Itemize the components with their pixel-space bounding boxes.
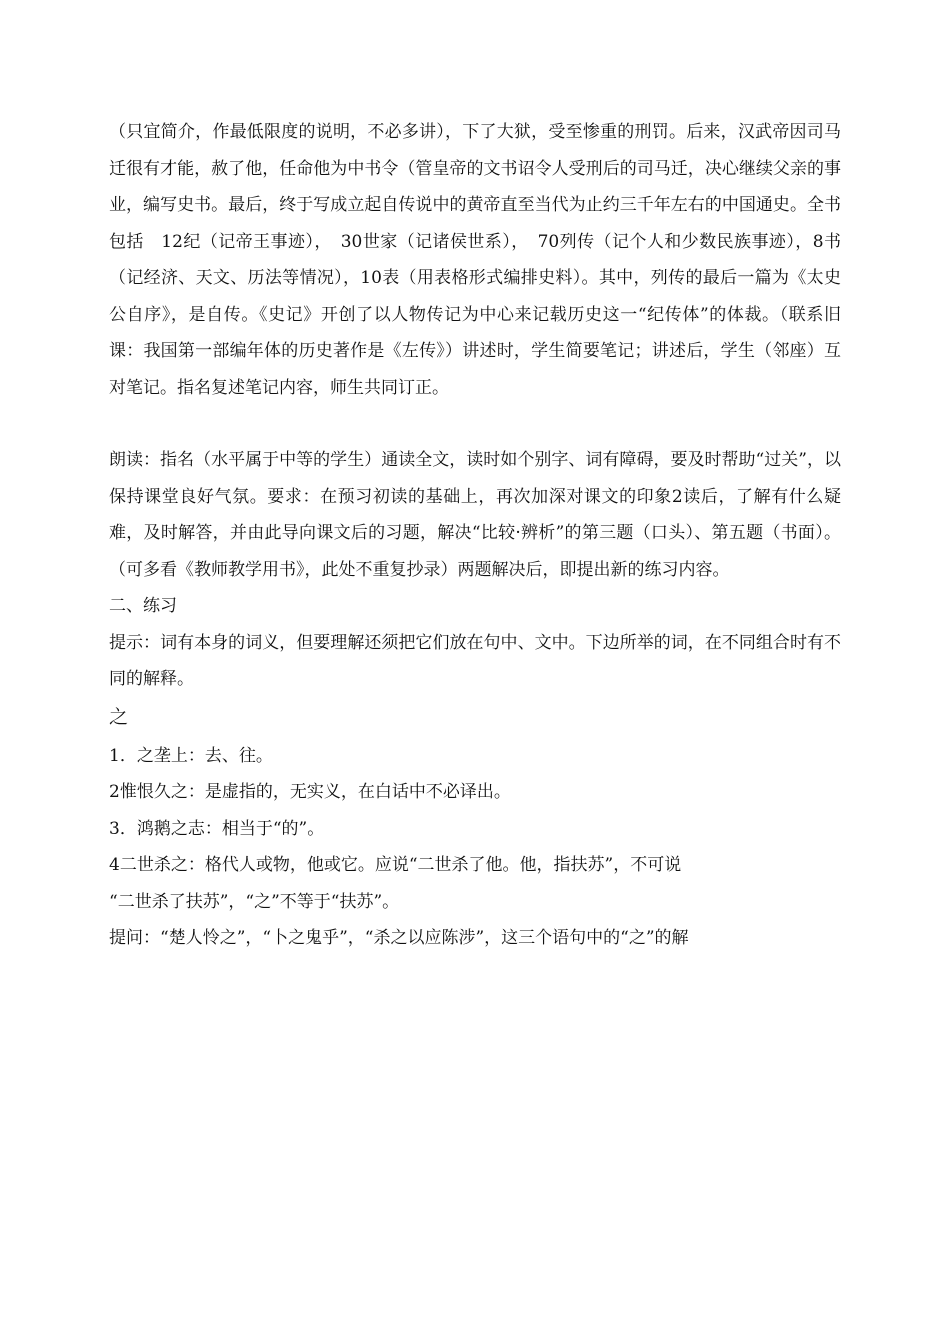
intro-paragraph: （只宜简介，作最低限度的说明，不必多讲），下了大狱，受至惨重的刑罚。后来，汉武帝因司马迁很有才能，赦了他，任命他为中书令（管皇帝的文书诏令人受刑后的司马迁，决心继续父亲的事业，编写史书。最后，终于写成立起自传说中的黄帝直至当代为止约三千年左右的中国通史。全书包括 12纪（记帝王事迹）， 30世家（记诸侯世系）， 70列传（记个人和少数民族事迹），8书（记经济、天文、历法等情况），10表（用表格形式编排史料）。其中，列传的最后一篇为《太史公自序》，是自传。《史记》开创了以人物传记为中心来记载历史这一“纪传体”的体裁。（联系旧课：我国第一部编年体的历史著作是《左传》）讲述时，学生简要笔记；讲述后，学生（邻座）互对笔记。指名复述笔记内容，师生共同订正。 xyxy=(109,122,841,398)
list-item: 1．之垄上：去、往。 xyxy=(109,745,273,766)
list-item: “二世杀了扶苏”，“之”不等于“扶苏”。 xyxy=(109,891,400,912)
list-item: 4二世杀之：格代人或物，他或它。应说“二世杀了他。他，指扶苏”，不可说 xyxy=(109,855,682,875)
section-heading: 二、练习 xyxy=(109,596,177,616)
list-item: 2惟恨久之：是虚指的，无实义，在白话中不必译出。 xyxy=(109,782,511,802)
list-item: 3．鸿鹅之志：相当于“的”。 xyxy=(109,818,325,839)
paragraph-spacer xyxy=(109,406,841,442)
document-body xyxy=(109,114,841,957)
question-line: 提问：“楚人怜之”，“卜之鬼乎”，“杀之以应陈涉”，这三个语句中的“之”的解 xyxy=(109,928,689,948)
reading-paragraph: 朗读：指名（水平属于中等的学生）通读全文，读时如个别字、词有障碍，要及时帮助“过关”，以保持课堂良好气氛。要求：在预习初读的基础上，再次加深对课文的印象2读后，了解有什么疑难，及时解答，并由此导向课文后的习题，解决“比较·辨析”的第三题（口头）、第五题（书面）。（可多看《教师教学用书》，此处不重复抄录）两题解决后，即提出新的练习内容。 xyxy=(109,450,841,580)
word-heading: 之 xyxy=(109,705,129,728)
hint-paragraph: 提示：词有本身的词义，但要理解还须把它们放在句中、文中。下边所举的词，在不同组合时有不同的解释。 xyxy=(109,632,841,689)
